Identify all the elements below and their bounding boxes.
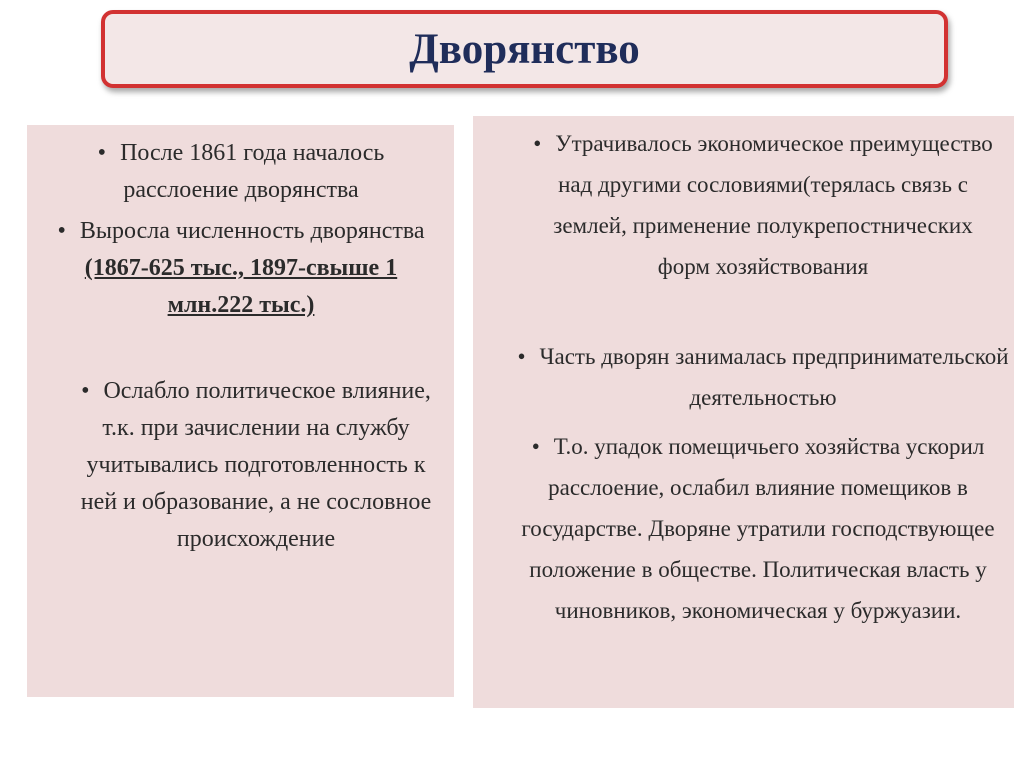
left-panel <box>27 125 454 697</box>
left-item-2 <box>41 213 441 324</box>
left-item-2-emphasis: (1867-625 тыс., 1897-свыше 1 млн.222 тыс.) <box>84 255 398 318</box>
left-item-1 <box>41 135 441 209</box>
bullet: • <box>57 218 66 244</box>
bullet: • <box>81 378 90 404</box>
left-item-1-text: После 1861 года началось расслоение дворянства <box>120 140 385 203</box>
right-item-2 <box>513 336 1013 418</box>
right-item-1 <box>528 123 998 287</box>
bullet: • <box>97 140 107 166</box>
right-item-3 <box>503 426 1013 631</box>
right-item-2-text: Часть дворян занималась предпринимательской деятельностью <box>539 344 1009 410</box>
page-title: Дворянство <box>409 25 640 73</box>
right-item-1-text: Утрачивалось экономическое преимущество над другими сословиями(терялась связь с землей, применение полукрепостнических форм хозяйствования <box>553 131 993 279</box>
left-item-3-text: Ослабло политическое влияние, т.к. при зачислении на службу учитывались подготовленность к ней и образование, а не сословное происхождение <box>80 378 432 552</box>
title-box <box>101 10 948 88</box>
bullet: • <box>531 434 540 459</box>
bullet: • <box>533 131 542 156</box>
left-item-2-text: Выросла численность дворянства <box>79 218 425 244</box>
right-panel <box>473 116 1014 708</box>
right-item-3-text: Т.о. упадок помещичьего хозяйства ускорил расслоение, ослабил влияние помещиков в государстве. Дворяне утратили господствующее положение в обществе. Политическая власть у чиновников, экономическая у буржуазии. <box>521 434 995 623</box>
bullet: • <box>517 344 526 369</box>
left-item-3 <box>71 373 441 558</box>
